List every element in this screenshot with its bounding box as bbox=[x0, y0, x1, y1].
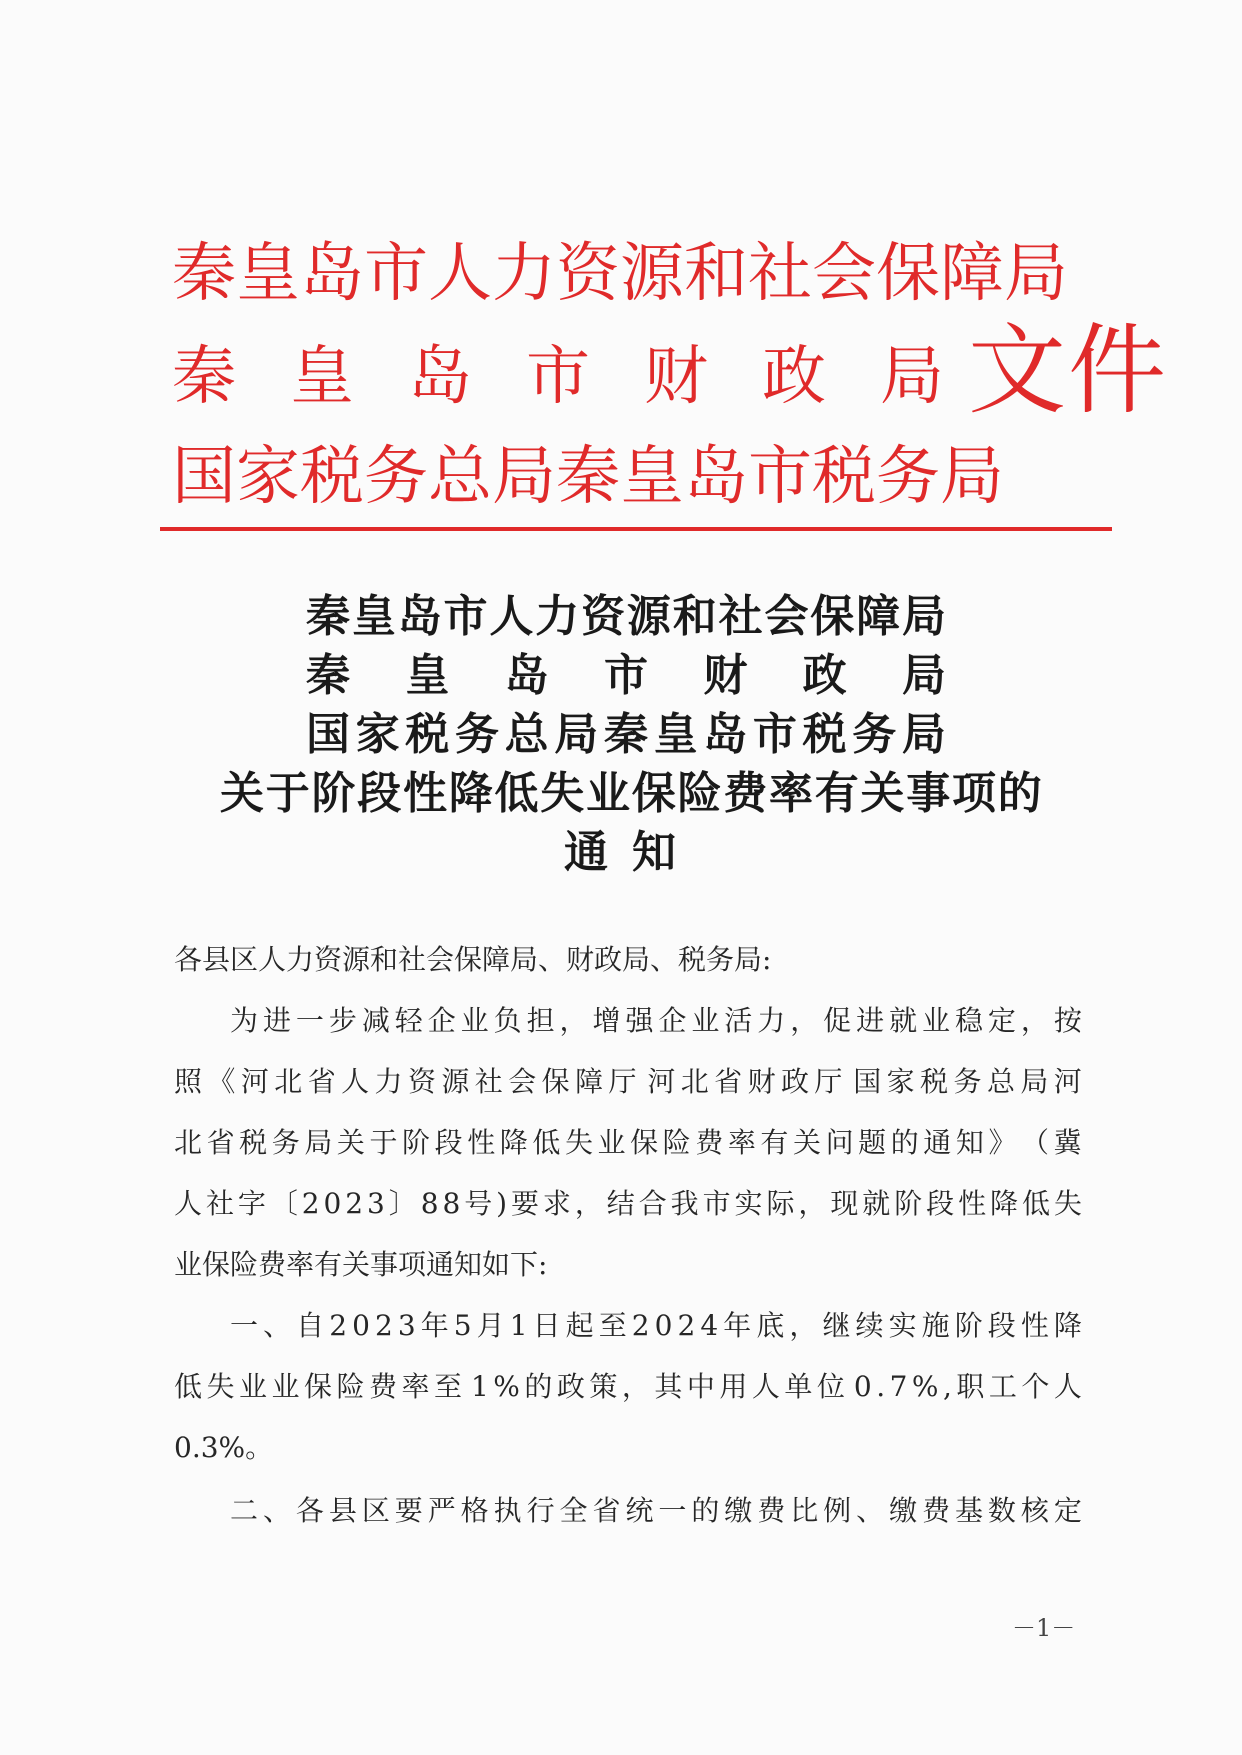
paragraph-2-line-1: 一 、 自 2 0 2 3 年 5 月 1 日 起 至 2 0 2 4 年 底 ， 继 续 实 施 阶 段 性 降 bbox=[230, 1309, 1082, 1342]
letterhead-suffix: 文件 bbox=[968, 314, 1169, 428]
letterhead-agency-hr: 秦 皇 岛 市 人 力 资 源 和 社 会 保 障 局 bbox=[172, 237, 1068, 311]
letterhead-agency-tax: 国 家 税 务 总 局 秦 皇 岛 市 税 务 局 bbox=[172, 440, 1004, 514]
title-line-1: 秦 皇 岛 市 人 力 资 源 和 社 会 保 障 局 bbox=[306, 591, 946, 642]
addressee: 各县区人力资源和社会保障局、财政局、税务局: bbox=[174, 943, 772, 976]
title-line-3: 国 家 税 务 总 局 秦 皇 岛 市 税 务 局 bbox=[306, 709, 946, 760]
paragraph-1-line-4: 人 社 字 〔 2 0 2 3 〕 8 8 号 ) 要 求 ， 结 合 我 市 实 际 ， 现 就 阶 段 性 降 低 失 bbox=[174, 1187, 1082, 1220]
title-line-2: 秦 皇 岛 市 财 政 局 bbox=[306, 650, 946, 701]
paragraph-1-line-2: 照 《 河 北 省 人 力 资 源 社 会 保 障 厅 河 北 省 财 政 厅 国 家 税 务 总 局 河 bbox=[174, 1065, 1082, 1098]
paragraph-1-line-3: 北 省 税 务 局 关 于 阶 段 性 降 低 失 业 保 险 费 率 有 关 问 题 的 通 知 》 （ 冀 bbox=[174, 1126, 1082, 1159]
paragraph-1-line-5: 业保险费率有关事项通知如下: bbox=[174, 1248, 548, 1281]
paragraph-2-line-3: 0.3%。 bbox=[174, 1431, 274, 1464]
letterhead-red-rule bbox=[160, 527, 1112, 531]
title-line-4: 关 于 阶 段 性 降 低 失 业 保 险 费 率 有 关 事 项 的 bbox=[220, 768, 1042, 819]
paragraph-2-line-2: 低 失 业 业 保 险 费 率 至 1 % 的 政 策 ， 其 中 用 人 单 位 0 . 7 % , 职 工 个 人 bbox=[174, 1370, 1082, 1403]
title-line-5: 通 知 bbox=[564, 827, 676, 878]
paragraph-3-line-1: 二 、 各 县 区 要 严 格 执 行 全 省 统 一 的 缴 费 比 例 、 缴 费 基 数 核 定 bbox=[230, 1494, 1082, 1527]
letterhead-agency-finance: 秦 皇 岛 市 财 政 局 bbox=[172, 340, 944, 414]
page-number: －1－ bbox=[1012, 1614, 1076, 1642]
paragraph-1-line-1: 为 进 一 步 减 轻 企 业 负 担 ， 增 强 企 业 活 力 ， 促 进 就 业 稳 定 ， 按 bbox=[230, 1004, 1082, 1037]
